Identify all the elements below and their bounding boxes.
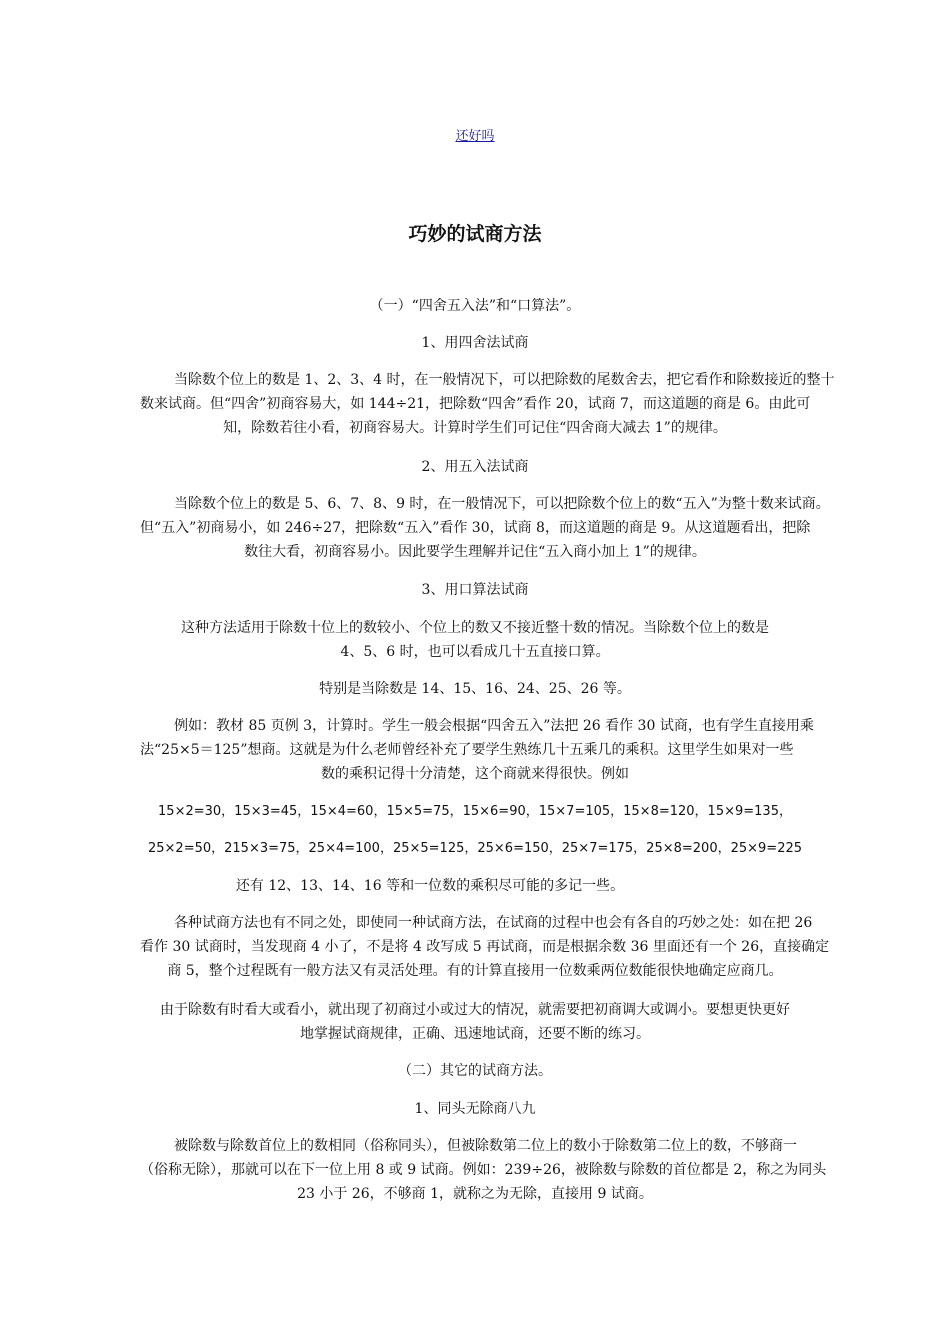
example-paragraph xyxy=(140,714,814,786)
paragraph-line: 数往大看，初商容易小。因此要学生理解并记住“五入商小加上 1”的规律。 xyxy=(244,544,706,560)
method-two-paragraph xyxy=(140,492,830,564)
section-two-heading: （二）其它的试商方法。 xyxy=(398,1063,552,1079)
paragraph-line: 4、5、6 时，也可以看成几十五直接口算。 xyxy=(340,644,610,660)
method-three-paragraph xyxy=(140,616,810,664)
paragraph-line: 商 5，整个过程既有一般方法又有灵活处理。有的计算直接用一位数乘两位数能很快地确定应商几。 xyxy=(167,963,783,979)
link-line xyxy=(0,126,950,147)
adjustment-paragraph xyxy=(140,998,810,1046)
paragraph-line: 由于除数有时看大或看小，就出现了初商过小或过大的情况，就需要把初商调大或调小。要想更快更好 xyxy=(160,1002,790,1018)
variation-paragraph xyxy=(140,911,830,983)
paragraph-line: 当除数个位上的数是 5、6、7、8、9 时，在一般情况下，可以把除数个位上的数“五入”为整十数来试商。 xyxy=(174,496,830,512)
paragraph-line: 当除数个位上的数是 1、2、3、4 时，在一般情况下，可以把除数的尾数舍去，把它看作和除数接近的整十 xyxy=(174,372,835,388)
times-fifteen-line: 15×2=30，15×3=45，15×4=60，15×5=75，15×6=90，15×7=105，15×8=120，15×9=135， xyxy=(158,804,792,819)
also-remember-line: 还有 12、13、14、16 等和一位数的乘积尽可能的多记一些。 xyxy=(235,878,625,894)
method-one-heading: 1、用四舍法试商 xyxy=(421,335,529,351)
paragraph-line: 看作 30 试商时，当发现商 4 小了，不是将 4 改写成 5 再试商，而是根据余数 36 里面还有一个 26，直接确定 xyxy=(140,939,830,955)
paragraph-line: （俗称无除），那就可以在下一位上用 8 或 9 试商。例如：239÷26，被除数与除数的首位都是 2，称之为同头 xyxy=(140,1162,827,1178)
document-title: 巧妙的试商方法 xyxy=(408,223,542,245)
paragraph-line: 地掌握试商规律，正确、迅速地试商，还要不断的练习。 xyxy=(300,1026,650,1042)
section-one-heading: （一）“四舍五入法”和“口算法”。 xyxy=(369,298,581,314)
method-one-paragraph xyxy=(140,368,835,440)
other-method-one-heading: 1、同头无除商八九 xyxy=(414,1101,536,1117)
method-three-heading: 3、用口算法试商 xyxy=(421,582,529,598)
method-two-heading: 2、用五入法试商 xyxy=(421,459,529,475)
paragraph-line: 知，除数若往小看，初商容易大。计算时学生们可记住“四舍商大减去 1”的规律。 xyxy=(223,420,727,436)
times-twentyfive-line: 25×2=50，215×3=75，25×4=100，25×5=125，25×6=150，25×7=175，25×8=200，25×9=225 xyxy=(147,841,803,856)
paragraph-line: 各种试商方法也有不同之处，即使同一种试商方法，在试商的过程中也会有各自的巧妙之处：如在把 26 xyxy=(174,915,813,931)
special-divisors-line: 特别是当除数是 14、15、16、24、25、26 等。 xyxy=(319,681,631,697)
paragraph-line: 这种方法适用于除数十位上的数较小、个位上的数又不接近整十数的情况。当除数个位上的数是 xyxy=(181,620,769,636)
other-method-one-paragraph xyxy=(140,1134,827,1206)
paragraph-line: 被除数与除数首位上的数相同（俗称同头），但被除数第二位上的数小于除数第二位上的数，不够商一 xyxy=(174,1138,797,1154)
paragraph-line: 数的乘积记得十分清楚，这个商就来得很快。例如 xyxy=(321,766,629,782)
how-are-you-link[interactable]: 还好吗 xyxy=(455,129,495,144)
paragraph-line: 例如：教材 85 页例 3，计算时。学生一般会根据“四舍五入”法把 26 看作 30 试商，也有学生直接用乘 xyxy=(174,718,814,734)
paragraph-line: 数来试商。但“四舍”初商容易大，如 144÷21，把除数“四舍”看作 20，试商 7，而这道题的商是 6。由此可 xyxy=(140,396,811,412)
paragraph-line: 法“25×5＝125”想商。这就是为什么老师曾经补充了要学生熟练几十五乘几的乘积。这里学生如果对一些 xyxy=(140,742,794,758)
paragraph-line: 23 小于 26，不够商 1，就称之为无除，直接用 9 试商。 xyxy=(297,1186,653,1202)
paragraph-line: 但“五入”初商易小，如 246÷27，把除数“五入”看作 30，试商 8，而这道题的商是 9。从这道题看出，把除 xyxy=(140,520,811,536)
